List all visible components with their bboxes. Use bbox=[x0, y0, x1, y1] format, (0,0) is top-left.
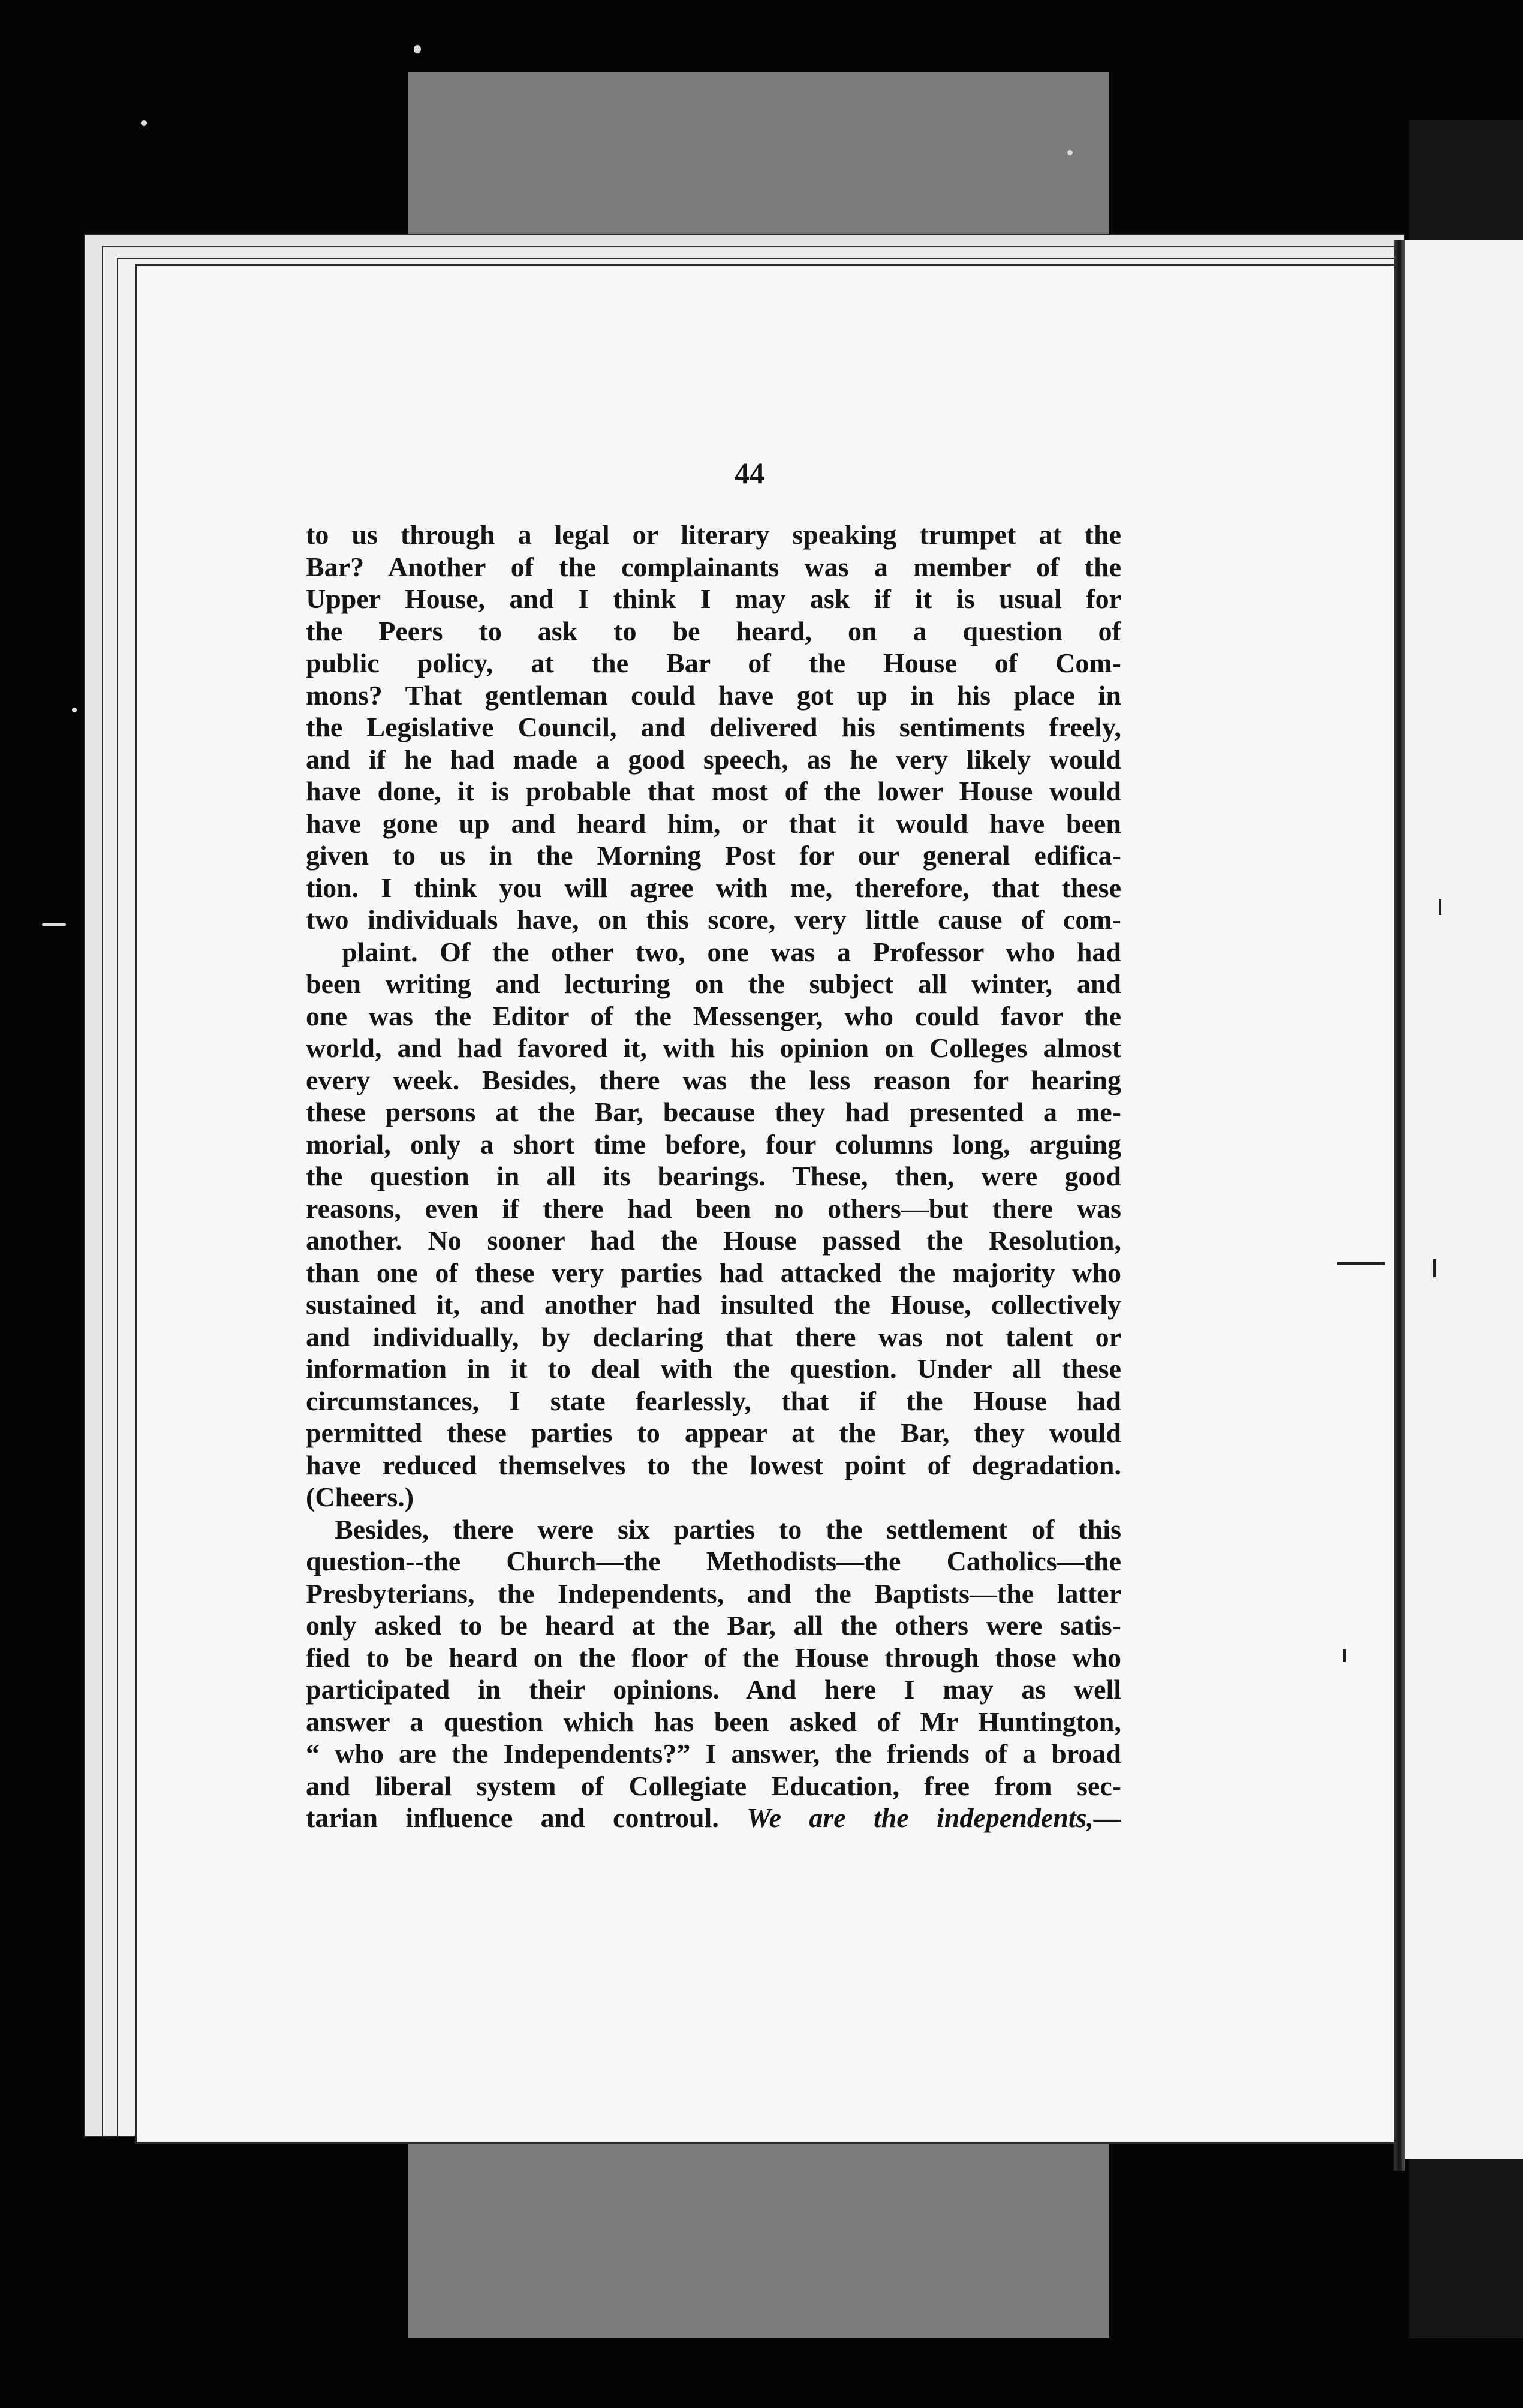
text-line: fied to be heard on the floor of the House through those who bbox=[306, 1642, 1121, 1673]
text-line: reasons, even if there had been no others—but there was bbox=[306, 1193, 1121, 1224]
scan-mark bbox=[1439, 899, 1441, 915]
text-line: world, and had favored it, with his opinion on Colleges almost bbox=[306, 1033, 1121, 1063]
scan-mark bbox=[1343, 1649, 1346, 1662]
text-line: the Peers to ask to be heard, on a question of bbox=[306, 615, 1121, 646]
text-line: the question in all its bearings. These, then, were good bbox=[306, 1161, 1121, 1191]
text-line: information in it to deal with the question. Under all these bbox=[306, 1353, 1121, 1384]
text-line: two individuals have, on this score, very little cause of com- bbox=[306, 904, 1121, 935]
text-line: Bar? Another of the complainants was a member of the bbox=[306, 551, 1121, 582]
text-line: have gone up and heard him, or that it would have been bbox=[306, 808, 1121, 839]
text-line: “ who are the Independents?” I answer, the friends of a broad bbox=[306, 1738, 1121, 1769]
text-line: morial, only a short time before, four columns long, arguing bbox=[306, 1128, 1121, 1160]
text-line: to us through a legal or literary speaking trumpet at the bbox=[306, 519, 1121, 550]
scan-speck bbox=[42, 923, 66, 926]
body-text bbox=[306, 519, 1121, 1834]
text-line: and individually, by declaring that there was not talent or bbox=[306, 1321, 1121, 1352]
text-line: circumstances, I state fearlessly, that if the House had bbox=[306, 1385, 1121, 1416]
text-line: these persons at the Bar, because they had presented a me- bbox=[306, 1097, 1121, 1127]
text-line: participated in their opinions. And here I may as well bbox=[306, 1674, 1121, 1705]
text-line: plaint. Of the other two, one was a Professor who had bbox=[342, 936, 1121, 967]
scan-speck bbox=[72, 708, 77, 712]
text-line: Presbyterians, the Independents, and the Baptists—the latter bbox=[306, 1578, 1121, 1609]
text-line: been writing and lecturing on the subject all winter, and bbox=[306, 968, 1121, 999]
text-line: have done, it is probable that most of the lower House would bbox=[306, 776, 1121, 806]
text-line: every week. Besides, there was the less reason for hearing bbox=[306, 1064, 1121, 1095]
text-line: sustained it, and another had insulted the House, collectively bbox=[306, 1289, 1121, 1320]
text-line: question--the Church—the Methodists—the Catholics—the bbox=[306, 1546, 1121, 1576]
text-line-final-italic: We are the independents,— bbox=[747, 1802, 1121, 1833]
book-gutter bbox=[1394, 240, 1405, 2171]
scan-speck bbox=[1067, 150, 1073, 155]
text-line: (Cheers.) bbox=[306, 1482, 414, 1512]
text-line: Upper House, and I think I may ask if it is usual for bbox=[306, 583, 1121, 614]
text-line: and if he had made a good speech, as he very likely would bbox=[306, 744, 1121, 775]
text-line: and liberal system of Collegiate Education, free from sec- bbox=[306, 1770, 1121, 1801]
text-line: mons? That gentleman could have got up in his place in bbox=[306, 679, 1121, 711]
text-line: permitted these parties to appear at the Bar, they would bbox=[306, 1417, 1121, 1448]
text-line: another. No sooner had the House passed the Resolution, bbox=[306, 1225, 1121, 1256]
text-line: one was the Editor of the Messenger, who could favor the bbox=[306, 1000, 1121, 1031]
page-number: 44 bbox=[735, 456, 764, 490]
scan-mark bbox=[1433, 1259, 1436, 1277]
text-line: given to us in the Morning Post for our general edifica- bbox=[306, 840, 1121, 871]
text-line-final-roman: tarian influence and controul. bbox=[306, 1802, 719, 1833]
text-line: public policy, at the Bar of the House of Com- bbox=[306, 648, 1121, 678]
facing-page bbox=[1405, 240, 1523, 2159]
text-line: have reduced themselves to the lowest point of degradation. bbox=[306, 1449, 1121, 1480]
scan-speck bbox=[414, 45, 421, 53]
text-line: only asked to be heard at the Bar, all the others were satis- bbox=[306, 1610, 1121, 1641]
text-line: the Legislative Council, and delivered his sentiments freely, bbox=[306, 712, 1121, 742]
scan-mark bbox=[1337, 1262, 1385, 1265]
scan-speck bbox=[141, 120, 147, 126]
text-line-final bbox=[306, 1802, 1121, 1834]
text-line: than one of these very parties had attacked the majority who bbox=[306, 1257, 1121, 1288]
text-line: Besides, there were six parties to the settlement of this bbox=[335, 1513, 1121, 1545]
text-line: tion. I think you will agree with me, therefore, that these bbox=[306, 872, 1121, 903]
text-line: answer a question which has been asked of Mr Huntington, bbox=[306, 1706, 1121, 1737]
